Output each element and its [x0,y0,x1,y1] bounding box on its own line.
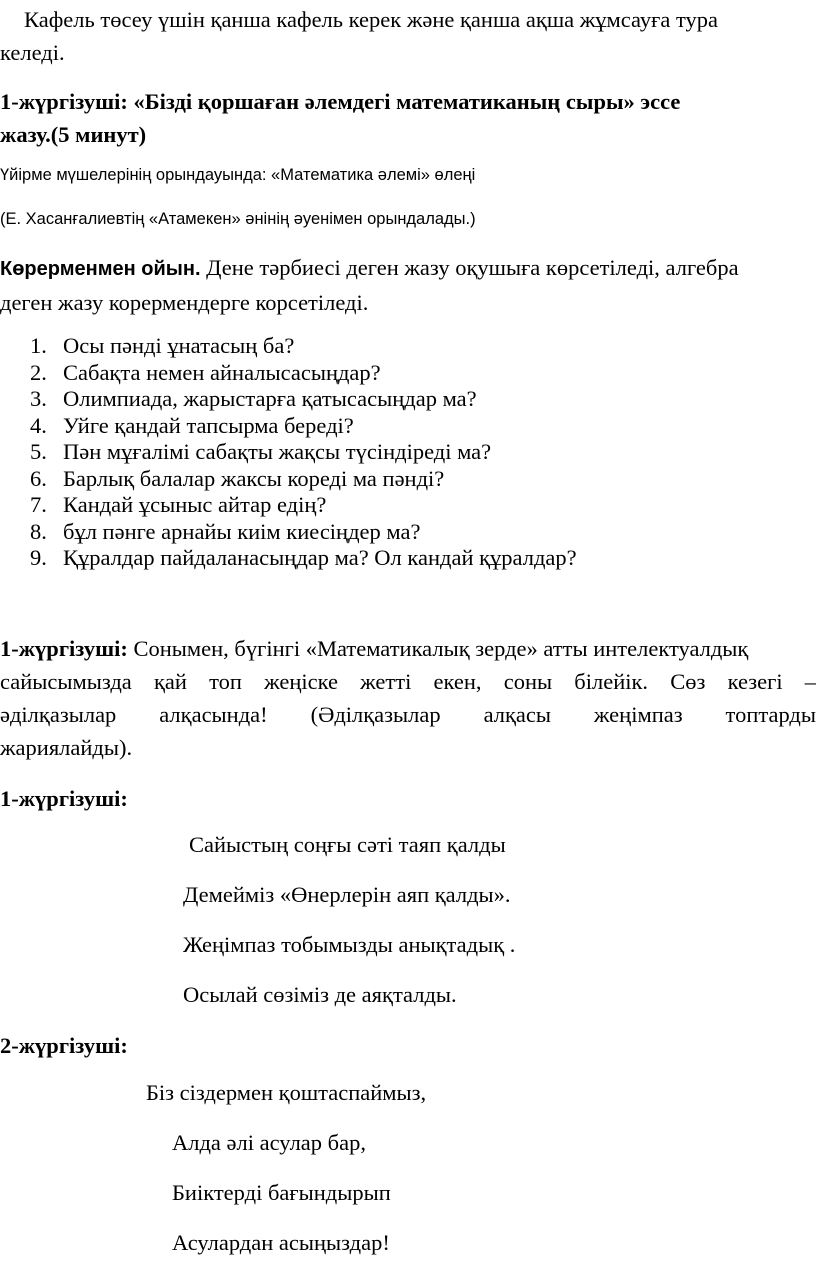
conclusion-line-4: жариялайды). [0,735,133,760]
club-melody-note: (Е. Хасанғалиевтің «Атамекен» әнінің әуенімен орындалады.) [0,210,476,228]
host1-verse-line-4: Осылай сөзіміз де аяқталды. [183,982,457,1007]
conclusion-line-2: сайысымызда қай топ жеңіске жетті екен, соны білейік. Сөз кезегі – [0,669,816,694]
list-item: 3. Олимпиада, жарыстарға қатысасыңдар ма? [30,386,477,411]
host1-verse-line-1: Сайыстың соңғы сәті таяп қалды [189,832,506,857]
intro-line-2: келеді. [0,40,65,65]
host2-verse-line-2: Алда әлі асулар бар, [172,1130,366,1155]
list-item: 5. Пән мұғалімі сабақты жақсы түсіндіреді ма? [30,439,492,464]
audience-game-text-1: Дене тәрбиесі деген жазу оқушыға көрсетіледі, алгебра [200,255,739,280]
intro-paragraph [0,3,718,69]
intro-line-1: Кафель төсеу үшін қанша кафель керек және қанша ақша жұмсауға тура [24,7,719,32]
conclusion-paragraph [0,632,816,764]
list-item: 8. бұл пәнге арнайы киім киесіңдер ма? [30,518,421,544]
host2-verse-line-3: Биіктерді бағындырып [172,1180,391,1205]
host1-verse-line-3: Жеңімпаз тобымызды анықтадық . [183,932,516,957]
list-item: 9. Құралдар пайдаланасыңдар ма? Ол кандай құралдар? [30,545,577,570]
list-item: 7. Кандай ұсыныс айтар едің? [30,492,327,517]
host2-verse-line-1: Біз сіздермен қоштаспаймыз, [146,1080,427,1105]
essay-heading [0,85,680,151]
conclusion-line-3: әділқазылар алқасында! (Әділқазылар алқасы жеңімпаз топтарды [0,702,816,727]
club-performance-line: Үйірме мүшелерінің орындауында: «Математика әлемі» өлеңі [0,166,476,184]
question-list [0,333,577,572]
essay-line-1: 1-жүргізуші: «Бізді қоршаған әлемдегі математиканың сыры» эссе [0,89,681,114]
audience-game-text-2: деген жазу корермендерге корсетіледі. [0,290,369,315]
host1-verse-line-2: Демейміз «Өнерлерін аяп қалды». [183,882,511,907]
conclusion-label: 1-жүргізуші: [0,636,128,661]
list-item: 2. Сабақта немен айналысасыңдар? [30,359,381,385]
list-item: 4. Уйге қандай тапсырма береді? [30,412,354,438]
audience-game-paragraph [0,251,739,319]
audience-game-label: Көрерменмен ойын. [0,258,201,280]
list-item: 1. Осы пәнді ұнатасың ба? [30,333,295,358]
host2-label: 2-жүргізуші: [0,1033,128,1058]
host1-label: 1-жүргізуші: [0,786,128,811]
list-item: 6. Барлық балалар жаксы кореді ма пәнді? [30,465,445,491]
conclusion-line-1: Сонымен, бүгінгі «Математикалық зерде» атты интелектуалдық [127,636,749,661]
host2-verse-line-4: Асулардан асыңыздар! [172,1230,390,1255]
essay-line-2: жазу.(5 минут) [0,122,147,147]
